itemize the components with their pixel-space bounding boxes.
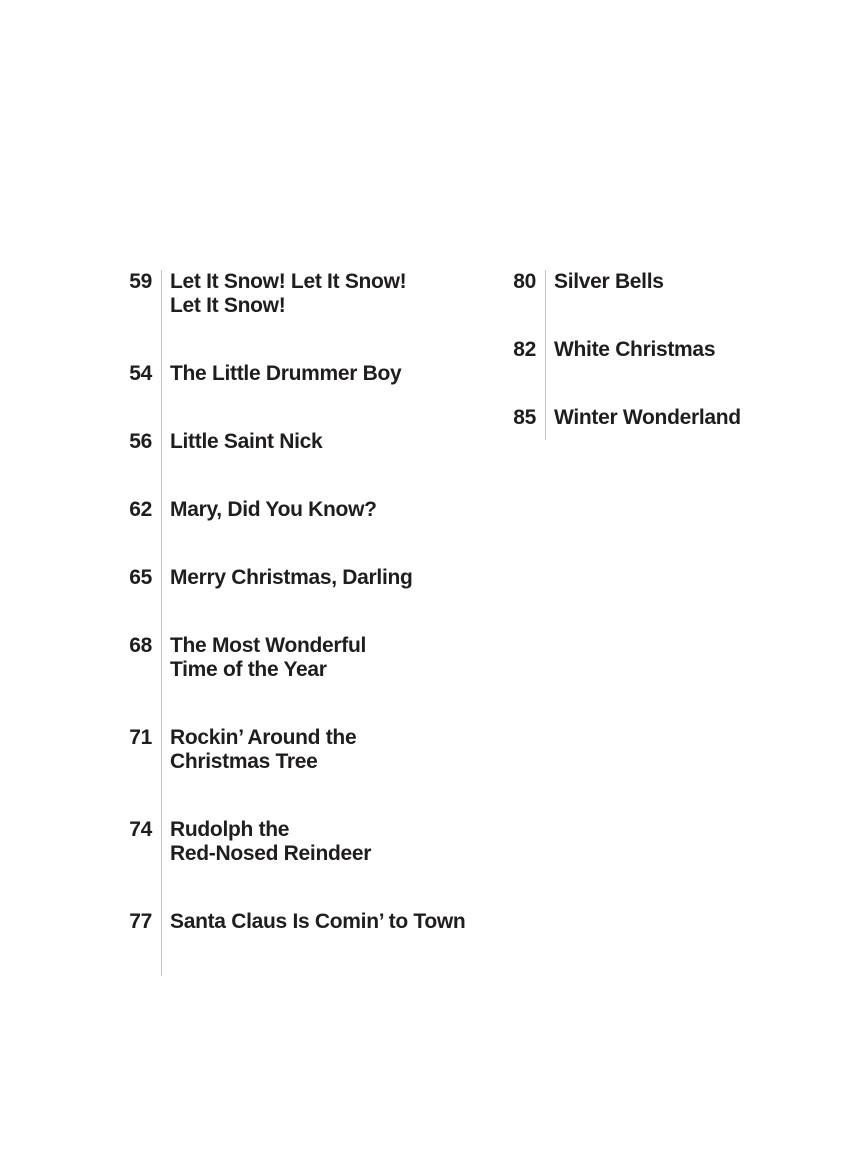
toc-entry-title — [545, 270, 810, 338]
toc-entry-title — [161, 910, 496, 976]
toc-entry-page-number: 77 — [129, 910, 152, 933]
toc-entry-title-line: The Little Drummer Boy — [170, 362, 402, 385]
toc-entry-page-number: 59 — [129, 270, 152, 293]
toc-entry-title-line: Let It Snow! Let It Snow! — [170, 270, 407, 293]
toc-entry-title — [545, 406, 810, 440]
toc-entry — [96, 498, 496, 566]
toc-entry — [96, 910, 496, 976]
toc-entry-title-line: Rudolph the — [170, 818, 290, 841]
toc-right-column — [480, 270, 810, 440]
toc-entry-title-line: Mary, Did You Know? — [170, 498, 377, 521]
toc-entry-title-line: Time of the Year — [170, 658, 327, 681]
toc-entry-title-line: The Most Wonderful — [170, 634, 367, 657]
toc-entry — [96, 818, 496, 910]
toc-left-column — [96, 270, 496, 976]
toc-entry-title-line: Red-Nosed Reindeer — [170, 842, 372, 865]
toc-entry-title — [161, 566, 496, 634]
toc-entry-page-number: 74 — [129, 818, 152, 841]
toc-entry-title-line: Santa Claus Is Comin’ to Town — [170, 910, 466, 933]
toc-entry-page-number: 71 — [129, 726, 152, 749]
toc-entry-page-number: 56 — [129, 430, 152, 453]
toc-entry-title-line: Christmas Tree — [170, 750, 318, 773]
toc-entry-title-line: Little Saint Nick — [170, 430, 323, 453]
toc-entry — [96, 566, 496, 634]
toc-entry-page-number: 54 — [129, 362, 152, 385]
toc-entry — [96, 270, 496, 362]
toc-entry-page-number: 65 — [129, 566, 152, 589]
toc-entry-title — [161, 634, 496, 726]
toc-entry-title-line: Silver Bells — [554, 270, 664, 293]
toc-entry-title-line: Let It Snow! — [170, 294, 286, 317]
toc-entry-title-line: Merry Christmas, Darling — [170, 566, 413, 589]
toc-entry — [96, 726, 496, 818]
toc-entry-title-line: Winter Wonderland — [554, 406, 741, 429]
toc-entry-title — [161, 498, 496, 566]
toc-entry-page-number: 85 — [513, 406, 536, 429]
toc-entry-title — [545, 338, 810, 406]
toc-entry — [96, 362, 496, 430]
toc-entry-title-line: White Christmas — [554, 338, 716, 361]
toc-entry-page-number: 82 — [513, 338, 536, 361]
toc-entry-title — [161, 270, 496, 362]
toc-entry — [480, 338, 810, 406]
toc-entry-page-number: 80 — [513, 270, 536, 293]
toc-entry-page-number: 62 — [129, 498, 152, 521]
toc-entry-title — [161, 362, 496, 430]
toc-entry — [96, 430, 496, 498]
toc-entry-title — [161, 726, 496, 818]
toc-entry — [480, 270, 810, 338]
toc-entry-title — [161, 430, 496, 498]
toc-entry — [96, 634, 496, 726]
toc-entry-title — [161, 818, 496, 910]
toc-entry — [480, 406, 810, 440]
toc-entry-title-line: Rockin’ Around the — [170, 726, 357, 749]
toc-entry-page-number: 68 — [129, 634, 152, 657]
